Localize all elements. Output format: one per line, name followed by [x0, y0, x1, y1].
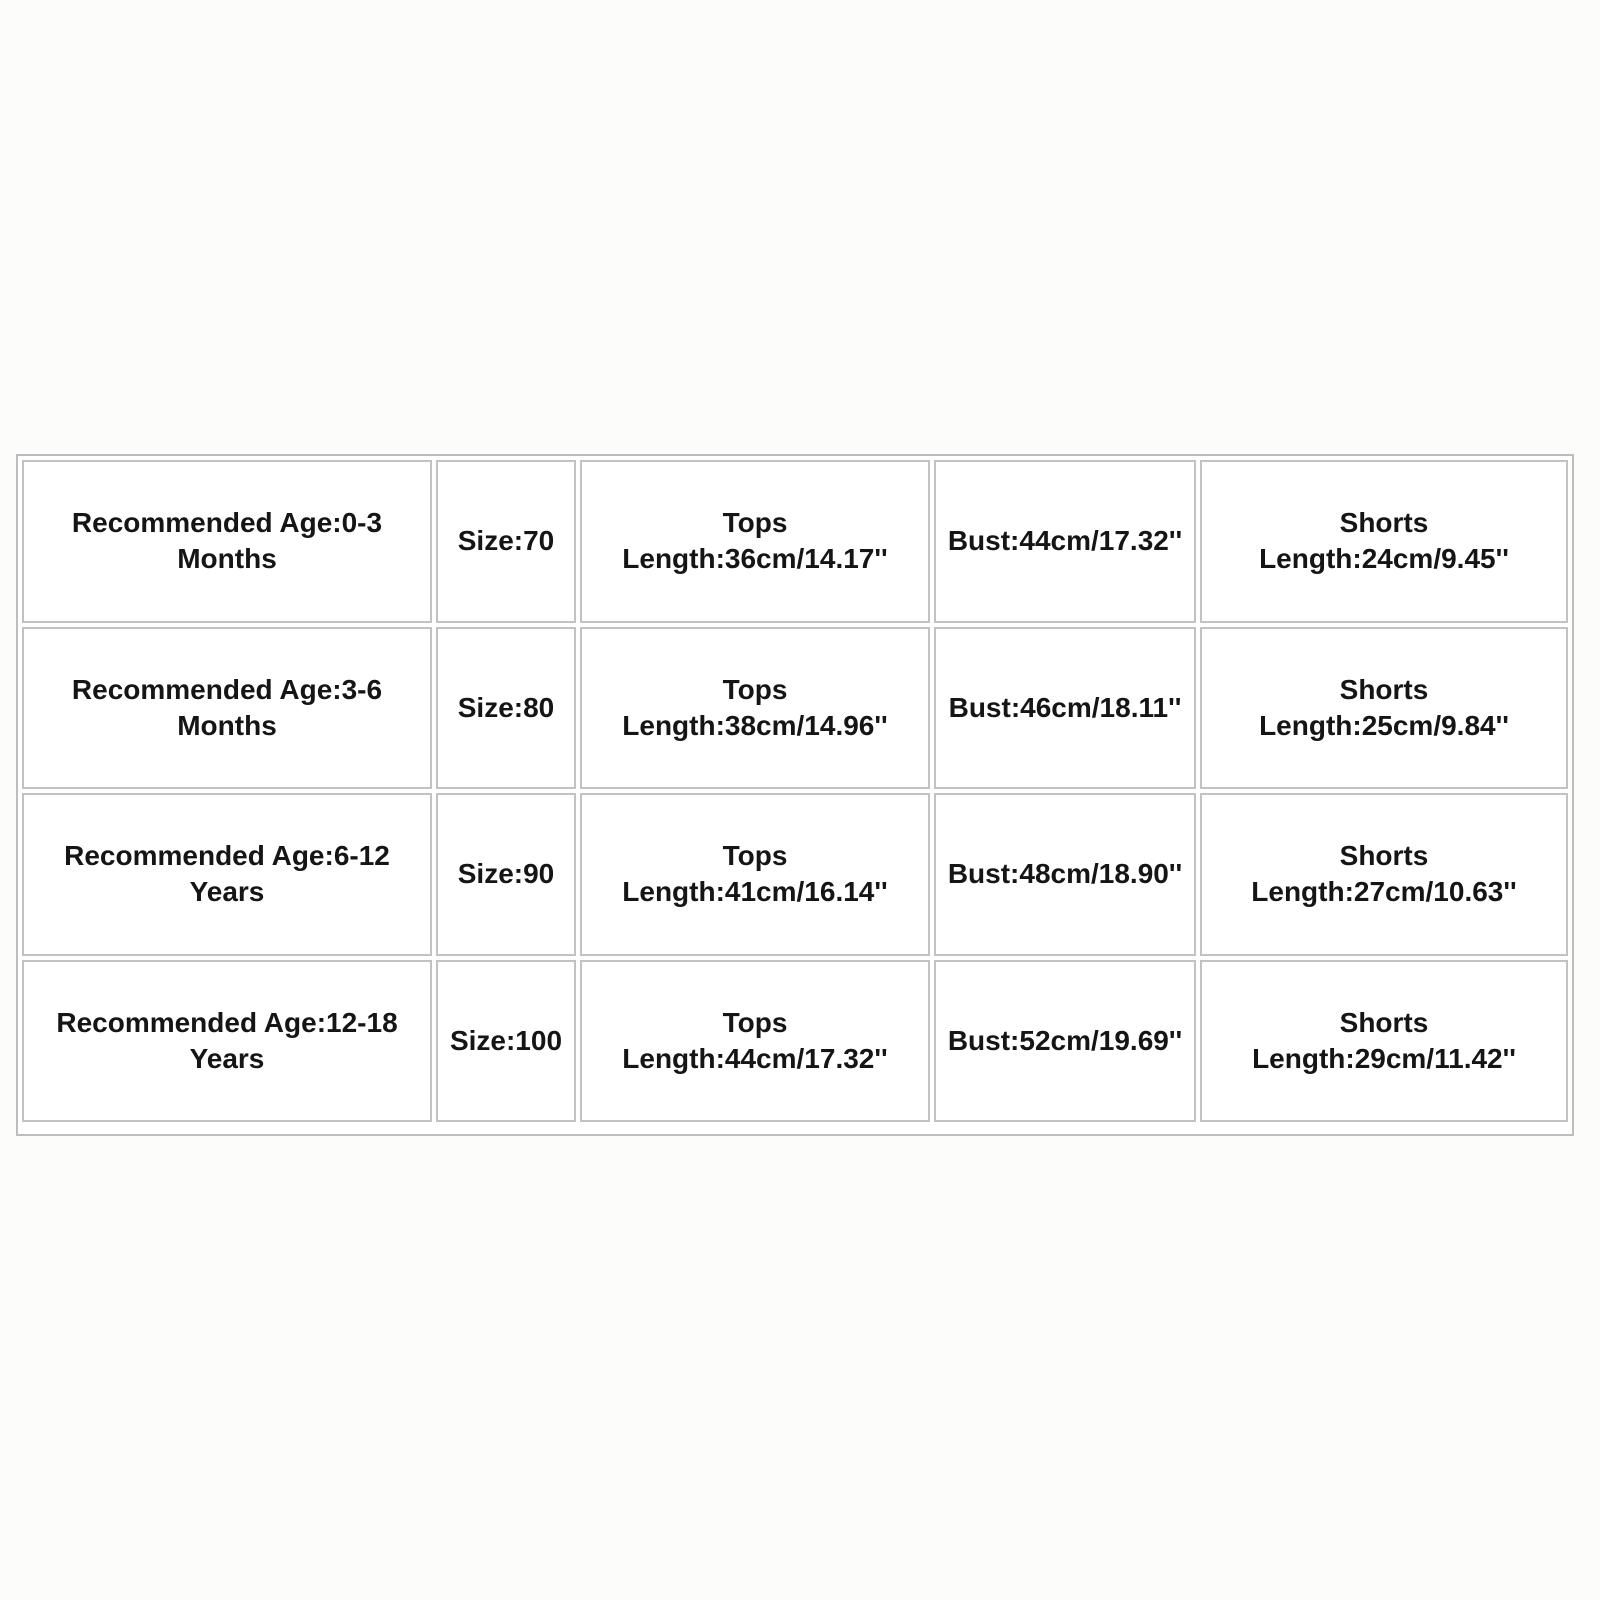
age-cell: Recommended Age:6-12 Years	[22, 793, 432, 956]
bust-cell: Bust:52cm/19.69''	[934, 960, 1196, 1123]
shorts-length-cell: Shorts Length:25cm/9.84''	[1200, 627, 1568, 790]
shorts-length-cell: Shorts Length:24cm/9.45''	[1200, 460, 1568, 623]
size-cell: Size:70	[436, 460, 576, 623]
bust-cell: Bust:46cm/18.11''	[934, 627, 1196, 790]
size-cell: Size:100	[436, 960, 576, 1123]
bust-cell: Bust:48cm/18.90''	[934, 793, 1196, 956]
tops-length-cell: Tops Length:36cm/14.17''	[580, 460, 930, 623]
table-row	[22, 460, 1568, 623]
size-cell: Size:90	[436, 793, 576, 956]
shorts-length-cell: Shorts Length:27cm/10.63''	[1200, 793, 1568, 956]
size-cell: Size:80	[436, 627, 576, 790]
size-chart	[16, 454, 1574, 1136]
table-row	[22, 960, 1568, 1123]
age-cell: Recommended Age:3-6 Months	[22, 627, 432, 790]
tops-length-cell: Tops Length:44cm/17.32''	[580, 960, 930, 1123]
bust-cell: Bust:44cm/17.32''	[934, 460, 1196, 623]
tops-length-cell: Tops Length:38cm/14.96''	[580, 627, 930, 790]
table-row	[22, 793, 1568, 956]
age-cell: Recommended Age:12-18 Years	[22, 960, 432, 1123]
age-cell: Recommended Age:0-3 Months	[22, 460, 432, 623]
table-row	[22, 627, 1568, 790]
shorts-length-cell: Shorts Length:29cm/11.42''	[1200, 960, 1568, 1123]
size-table	[18, 456, 1572, 1126]
tops-length-cell: Tops Length:41cm/16.14''	[580, 793, 930, 956]
